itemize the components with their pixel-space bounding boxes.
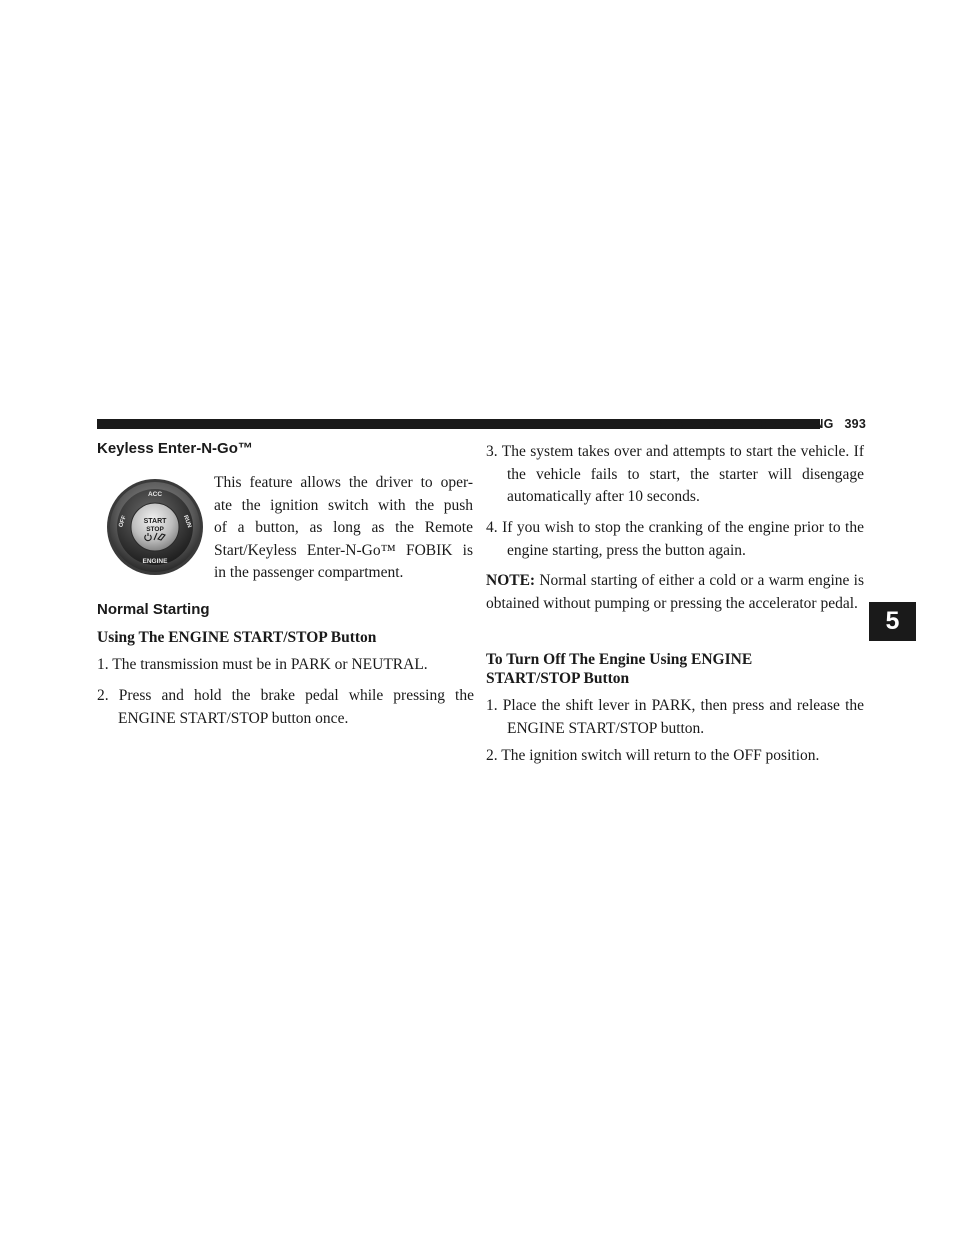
off-procedure-heading-line: START/STOP Button [486,670,630,687]
section-heading: Keyless Enter-N-Go™ [97,440,253,457]
step-1: 1. The transmission must be in PARK or NEUTRAL. [97,656,428,673]
chapter-number: 5 [885,607,900,635]
off-step-1: 1. Place the shift lever in PARK, then press and release the ENGINE START/STOP button. [486,697,864,737]
position-label-off: OFF [118,514,128,529]
step-2: 2. Press and hold the brake pedal while pressing the ENGINE START/STOP button once. [97,687,474,727]
intro-line: This feature allows the driver to oper- [214,474,473,491]
off-procedure-heading [486,650,864,688]
procedure-heading: Using The ENGINE START/STOP Button [97,629,377,646]
off-step-2: 2. The ignition switch will return to the OFF position. [486,747,820,764]
intro-paragraph [214,472,473,585]
section-title: STARTING AND OPERATING [659,417,834,431]
off-procedure-heading-line: To Turn Off The Engine Using ENGINE [486,651,753,668]
button-label-stop: STOP [146,526,164,533]
chapter-tab [869,602,916,641]
intro-line: in the passenger compartment. [214,564,404,581]
button-label-start: START [143,518,167,525]
subsection-heading: Normal Starting [97,601,210,618]
step-4: 4. If you wish to stop the cranking of the engine prior to the engine starting, press the button again. [486,519,864,559]
note-label: NOTE: [486,572,536,589]
note-text: Normal starting of either a cold or a warm engine is obtained without pumping or pressing the accelerator pedal. [486,572,864,612]
running-header [659,414,866,434]
step-3: 3. The system takes over and attempts to start the vehicle. If the vehicle fails to start, the starter will disengage automatically after 10 seconds. [486,443,864,505]
intro-line: Start/Keyless Enter-N-Go™ FOBIK is [214,541,473,559]
engine-start-stop-button-icon [105,477,205,577]
position-label-run: RUN [181,514,192,529]
position-label-acc: ACC [147,491,163,498]
note-paragraph [486,570,864,615]
page-number: 393 [844,417,866,431]
intro-line: ate the ignition switch with the push [214,496,473,514]
intro-line: of a button, as long as the Remote [214,519,473,536]
position-label-engine: ENGINE [142,558,168,565]
